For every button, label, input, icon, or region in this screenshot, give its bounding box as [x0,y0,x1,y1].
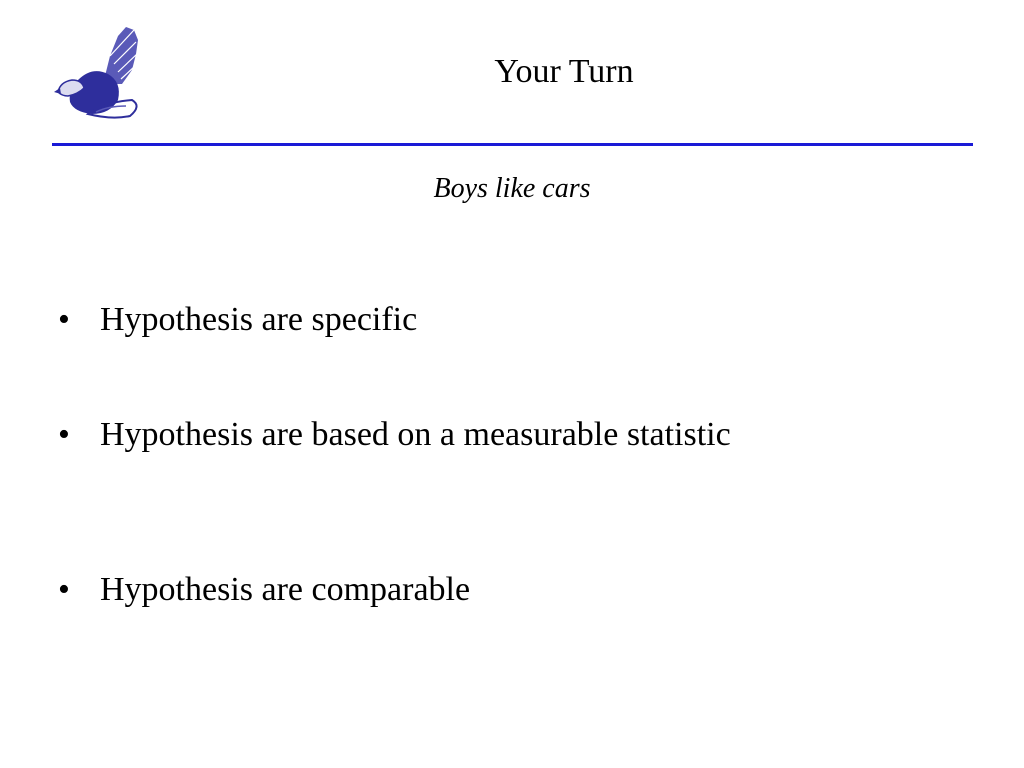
bullet-item [58,300,958,340]
eagle-logo-icon [48,22,144,122]
bullet-item [58,570,958,610]
slide-title: Your Turn [494,53,634,90]
bullet-text: Hypothesis are specific [100,301,418,338]
slide-subtitle: Boys like cars [433,173,591,204]
bullet-text: Hypothesis are comparable [100,571,471,608]
bullet-item [58,415,958,455]
bullet-glyph: • [58,571,70,608]
title-divider [52,143,973,146]
bullet-glyph: • [58,301,70,338]
bullet-text: Hypothesis are based on a measurable statistic [100,416,731,453]
bullet-glyph: • [58,416,70,453]
